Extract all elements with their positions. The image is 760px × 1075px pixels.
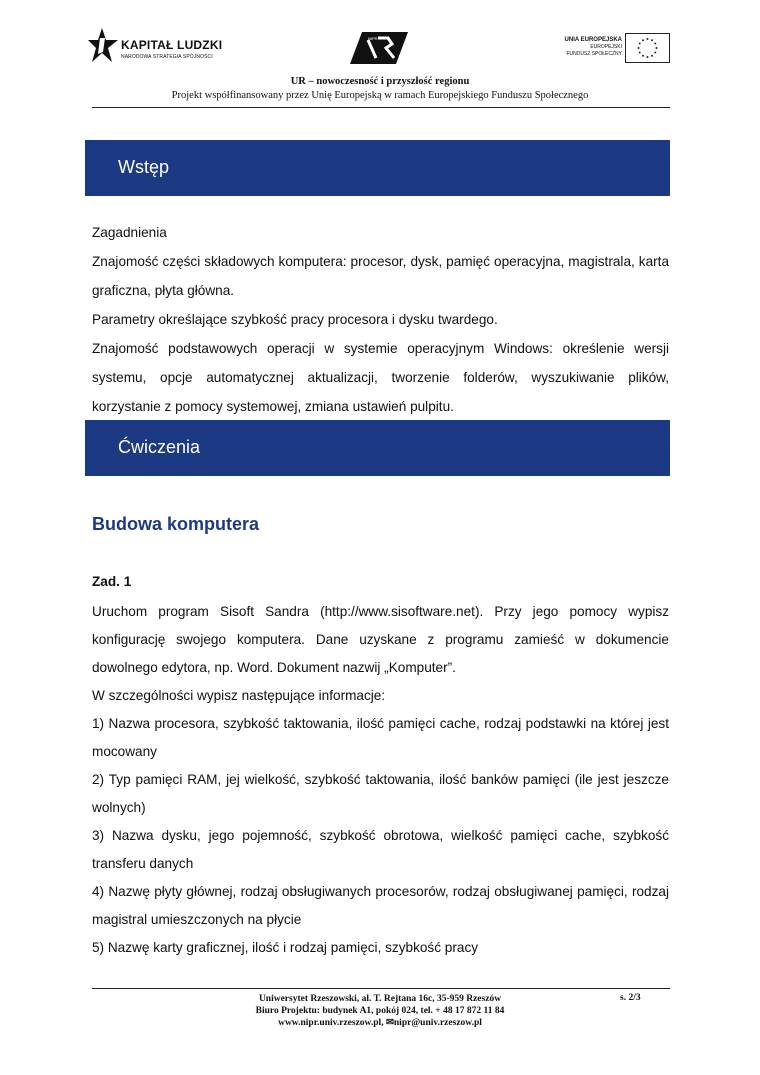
header-divider — [92, 107, 670, 108]
intro-heading: Zagadnienia — [92, 225, 167, 240]
header-subtitle: Projekt współfinansowany przez Unię Europejską w ramach Europejskiego Funduszu Społecznego — [171, 90, 589, 101]
list-item: 4) Nazwę płyty głównej, rodzaj obsługiwanych procesorów, rodzaj obsługiwanej pamięci, rodzaj magistral umieszczonych na płycie — [92, 884, 669, 927]
section-title-intro: Wstęp — [118, 157, 170, 177]
task-label: Zad. 1 — [92, 574, 132, 589]
task-text: Uruchom program Sisoft Sandra (http://www.sisoftware.net). Przy jego pomocy wypisz konfigurację swojego komputera. Dane uzyskane z programu zamieść w dokumencie dowolnego edytora, np. Word. Dokument nazwij „Komputer”. — [92, 604, 669, 675]
footer-address — [150, 993, 610, 1029]
footer-line-2: Biuro Projektu: budynek A1, pokój 024, tel. + 48 17 872 11 84 — [255, 1006, 505, 1016]
exercise-subheading: Budowa komputera — [92, 514, 260, 534]
ur-logo-icon — [348, 30, 410, 66]
intro-paragraph-1: Znajomość części składowych komputera: procesor, dysk, pamięć operacyjna, magistrala, karta graficzna, płyta główna. — [92, 254, 669, 298]
list-item: 2) Typ pamięci RAM, jej wielkość, szybkość taktowania, ilość banków pamięci (ile jest jeszcze wolnych) — [92, 772, 669, 815]
eu-line2: EUROPEJSKI — [590, 44, 622, 50]
task-lead: W szczególności wypisz następujące informacje: — [92, 688, 386, 703]
page-number: s. 2/3 — [620, 993, 641, 1003]
eu-line3: FUNDUSZ SPOŁECZNY — [566, 51, 622, 57]
kapital-ludzki-star-icon — [88, 28, 118, 68]
intro-body — [92, 218, 669, 421]
list-item: 1) Nazwa procesora, szybkość taktowania, ilość pamięci cache, rodzaj podstawki na której jest mocowany — [92, 716, 669, 759]
list-item: 3) Nazwa dysku, jego pojemność, szybkość obrotowa, wielkość pamięci cache, szybkość transferu danych — [92, 828, 669, 871]
list-item: 5) Nazwę karty graficznej, ilość i rodzaj pamięci, szybkość pracy — [92, 940, 479, 955]
section-bar-exercises — [85, 420, 670, 476]
section-title-exercises: Ćwiczenia — [118, 437, 201, 457]
header-title: UR – nowoczesność i przyszłość regionu — [290, 76, 470, 87]
eu-flag-icon — [625, 33, 670, 63]
eu-line1: UNIA EUROPEJSKA — [564, 37, 622, 43]
task-body — [92, 598, 669, 962]
ur-logo-label: NIPR — [368, 36, 378, 41]
section-bar-intro — [85, 140, 670, 196]
ur-logo — [348, 30, 410, 66]
footer-line-3: www.nipr.univ.rzeszow.pl, ✉nipr@univ.rzeszow.pl — [278, 1018, 482, 1028]
kapital-subtitle: NARODOWA STRATEGIA SPÓJNOŚCI — [121, 54, 213, 60]
intro-paragraph-2: Parametry określające szybkość pracy procesora i dysku twardego. — [92, 312, 498, 327]
kapital-title: KAPITAŁ LUDZKI — [121, 38, 223, 52]
footer-line-1: Uniwersytet Rzeszowski, al. T. Rejtana 16c, 35-959 Rzeszów — [258, 994, 502, 1004]
eu-text — [540, 37, 622, 58]
intro-paragraph-3: Znajomość podstawowych operacji w systemie operacyjnym Windows: określenie wersji systemu, opcje automatycznej aktualizacji, tworzenie folderów, wyszukiwanie plików, korzystanie z pomocy systemowej, zmiana ustawień pulpitu. — [92, 341, 669, 414]
footer-divider — [92, 988, 670, 989]
kapital-ludzki-logo — [88, 28, 248, 72]
